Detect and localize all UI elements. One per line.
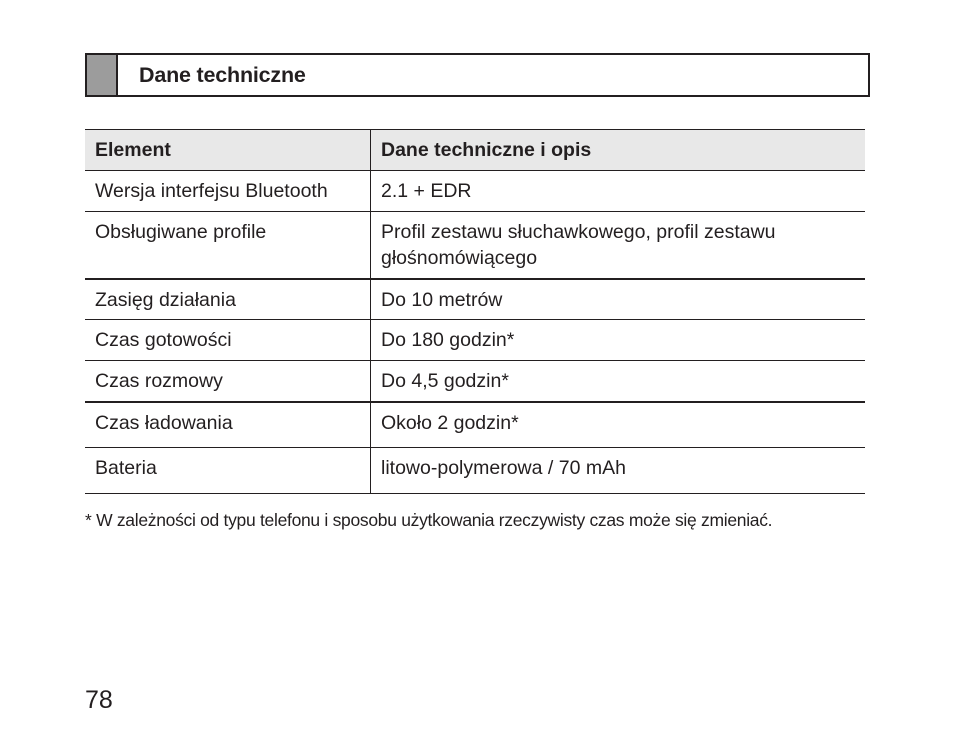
row-label: Bateria [85, 448, 371, 494]
row-label: Czas rozmowy [85, 361, 371, 402]
row-label: Czas gotowości [85, 320, 371, 361]
row-value: 2.1 + EDR [371, 171, 866, 212]
table-row [85, 320, 865, 361]
row-label: Obsługiwane profile [85, 212, 371, 279]
row-value: Około 2 godzin* [371, 402, 866, 448]
page-number: 78 [85, 686, 113, 714]
row-value: litowo-polymerowa / 70 mAh [371, 448, 866, 494]
table-row [85, 279, 865, 320]
row-value: Profil zestawu słuchawkowego, profil zestawu głośnomówiącego [371, 212, 866, 279]
table-header-row [85, 130, 865, 171]
table-row [85, 448, 865, 494]
table-row [85, 402, 865, 448]
footnote: * W zależności od typu telefonu i sposobu użytkowania rzeczywisty czas może się zmieniać. [85, 510, 773, 530]
table-row [85, 171, 865, 212]
section-title: Dane techniczne [139, 62, 306, 87]
table-row [85, 361, 865, 402]
row-label: Czas ładowania [85, 402, 371, 448]
column-header-description: Dane techniczne i opis [371, 130, 866, 171]
row-value: Do 180 godzin* [371, 320, 866, 361]
table-row [85, 212, 865, 279]
row-label: Wersja interfejsu Bluetooth [85, 171, 371, 212]
column-header-element: Element [85, 130, 371, 171]
section-header [85, 53, 870, 97]
section-marker [87, 55, 118, 95]
row-label: Zasięg działania [85, 279, 371, 320]
specifications-table [85, 129, 865, 494]
row-value: Do 4,5 godzin* [371, 361, 866, 402]
row-value: Do 10 metrów [371, 279, 866, 320]
